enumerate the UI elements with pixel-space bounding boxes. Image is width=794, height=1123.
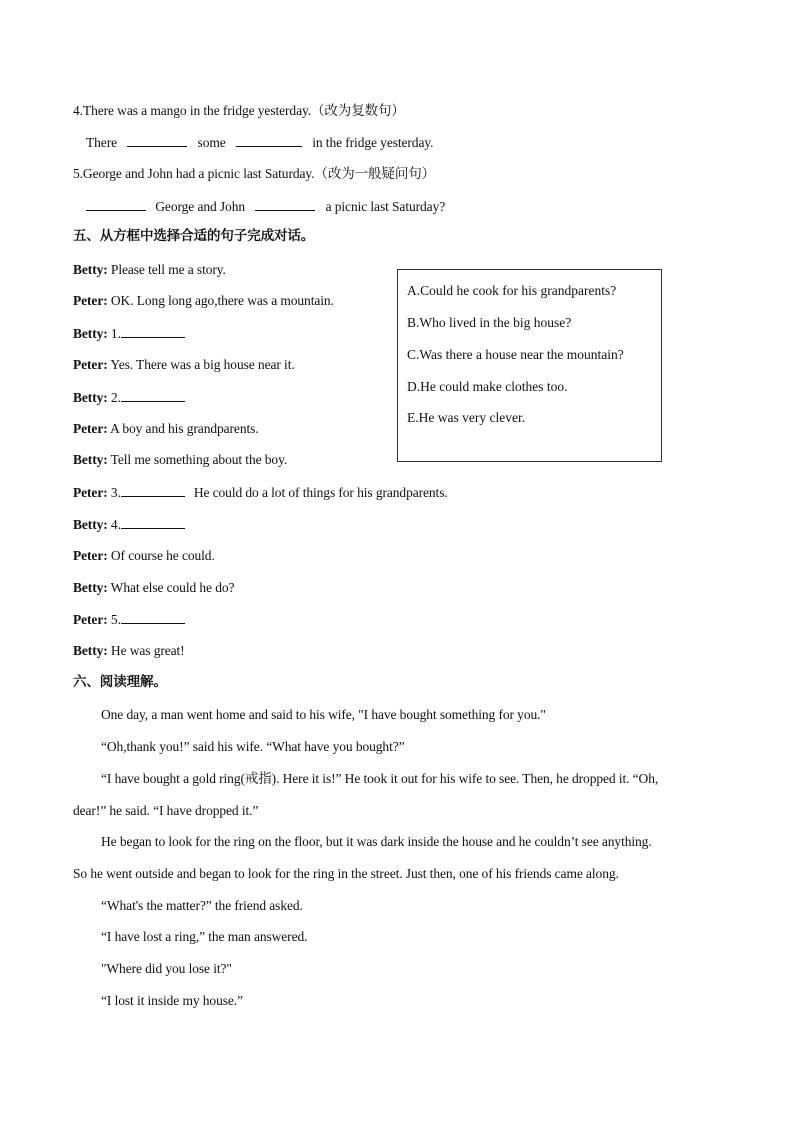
dialogue-line-2 xyxy=(73,292,334,310)
dialogue-text: 4. xyxy=(107,517,121,532)
dialogue-line-3 xyxy=(73,324,185,343)
dialogue-text: Tell me something about the boy. xyxy=(107,452,288,467)
dialogue-blank-2[interactable] xyxy=(121,388,185,402)
dialogue-line-13 xyxy=(73,642,185,660)
passage-paragraph-4a: He began to look for the ring on the floor, but it was dark inside the house and he couldn’t see anything. xyxy=(101,834,652,849)
option-e: E.He was very clever. xyxy=(407,410,526,425)
speaker-betty: Betty: xyxy=(73,452,108,467)
dialogue-text: A boy and his grandparents. xyxy=(107,421,259,436)
dialogue-blank-5[interactable] xyxy=(121,610,185,624)
dialogue-text: 2. xyxy=(107,390,121,405)
q4-word-rest: in the fridge yesterday. xyxy=(312,135,434,150)
q4-answer-line xyxy=(86,133,433,152)
passage-paragraph-3a: “I have bought a gold ring(戒指). Here it is!” He took it out for his wife to see. Then, he dropped it. “Oh, xyxy=(101,771,659,786)
dialogue-text: Yes. There was a big house near it. xyxy=(107,357,295,372)
dialogue-line-6 xyxy=(73,420,259,438)
q5-word-subject: George and John xyxy=(155,199,246,214)
speaker-betty: Betty: xyxy=(73,262,108,277)
q4-word-there: There xyxy=(86,135,117,150)
option-b: B.Who lived in the big house? xyxy=(407,315,572,330)
dialogue-text: 1. xyxy=(107,326,121,341)
passage-paragraph-5: “What's the matter?” the friend asked. xyxy=(101,898,303,913)
option-a: A.Could he cook for his grandparents? xyxy=(407,283,617,298)
dialogue-blank-1[interactable] xyxy=(121,324,185,338)
speaker-betty: Betty: xyxy=(73,580,108,595)
speaker-peter: Peter: xyxy=(73,293,108,308)
dialogue-line-8 xyxy=(73,483,448,502)
q5-blank-1[interactable] xyxy=(86,197,146,211)
q5-blank-2[interactable] xyxy=(255,197,315,211)
dialogue-text: OK. Long long ago,there was a mountain. xyxy=(107,293,334,308)
dialogue-line-9 xyxy=(73,515,185,534)
q5-answer-line xyxy=(86,197,445,216)
passage-paragraph-3b: dear!” he said. “I have dropped it.” xyxy=(73,803,259,818)
speaker-peter: Peter: xyxy=(73,421,108,436)
passage-paragraph-1: One day, a man went home and said to his wife, "I have bought something for you." xyxy=(101,707,546,722)
dialogue-blank-3[interactable] xyxy=(121,483,185,497)
q4-prompt: 4.There was a mango in the fridge yesterday.（改为复数句） xyxy=(73,103,405,118)
dialogue-text-after: He could do a lot of things for his grandparents. xyxy=(193,485,448,500)
dialogue-line-10 xyxy=(73,547,215,565)
dialogue-text: Of course he could. xyxy=(107,548,215,563)
q5-prompt: 5.George and John had a picnic last Saturday.（改为一般疑问句） xyxy=(73,166,436,181)
speaker-betty: Betty: xyxy=(73,326,108,341)
speaker-peter: Peter: xyxy=(73,612,108,627)
q4-word-some: some xyxy=(197,135,226,150)
option-c: C.Was there a house near the mountain? xyxy=(407,347,624,362)
speaker-betty: Betty: xyxy=(73,517,108,532)
dialogue-text: 3. xyxy=(107,485,121,500)
dialogue-blank-4[interactable] xyxy=(121,515,185,529)
options-box xyxy=(397,269,662,462)
dialogue-line-1 xyxy=(73,261,226,279)
dialogue-line-12 xyxy=(73,610,185,629)
dialogue-line-7 xyxy=(73,451,287,469)
dialogue-text: What else could he do? xyxy=(107,580,235,595)
q5-word-rest: a picnic last Saturday? xyxy=(325,199,446,214)
speaker-betty: Betty: xyxy=(73,390,108,405)
q4-blank-2[interactable] xyxy=(236,133,302,147)
dialogue-line-11 xyxy=(73,579,234,597)
dialogue-text: He was great! xyxy=(107,643,185,658)
dialogue-line-4 xyxy=(73,356,295,374)
section6-heading: 六、阅读理解。 xyxy=(73,674,167,690)
dialogue-text: Please tell me a story. xyxy=(107,262,226,277)
dialogue-text: 5. xyxy=(107,612,121,627)
passage-paragraph-8: “I lost it inside my house.” xyxy=(101,993,243,1008)
passage-paragraph-2: “Oh,thank you!” said his wife. “What have you bought?” xyxy=(101,739,405,754)
section5-heading: 五、从方框中选择合适的句子完成对话。 xyxy=(73,228,315,244)
speaker-peter: Peter: xyxy=(73,548,108,563)
speaker-peter: Peter: xyxy=(73,357,108,372)
passage-paragraph-7: "Where did you lose it?" xyxy=(101,961,232,976)
option-d: D.He could make clothes too. xyxy=(407,379,568,394)
passage-paragraph-4b: So he went outside and began to look for the ring in the street. Just then, one of his friends came along. xyxy=(73,866,619,881)
q4-blank-1[interactable] xyxy=(127,133,187,147)
speaker-peter: Peter: xyxy=(73,485,108,500)
dialogue-line-5 xyxy=(73,388,185,407)
passage-paragraph-6: “I have lost a ring,” the man answered. xyxy=(101,929,308,944)
speaker-betty: Betty: xyxy=(73,643,108,658)
